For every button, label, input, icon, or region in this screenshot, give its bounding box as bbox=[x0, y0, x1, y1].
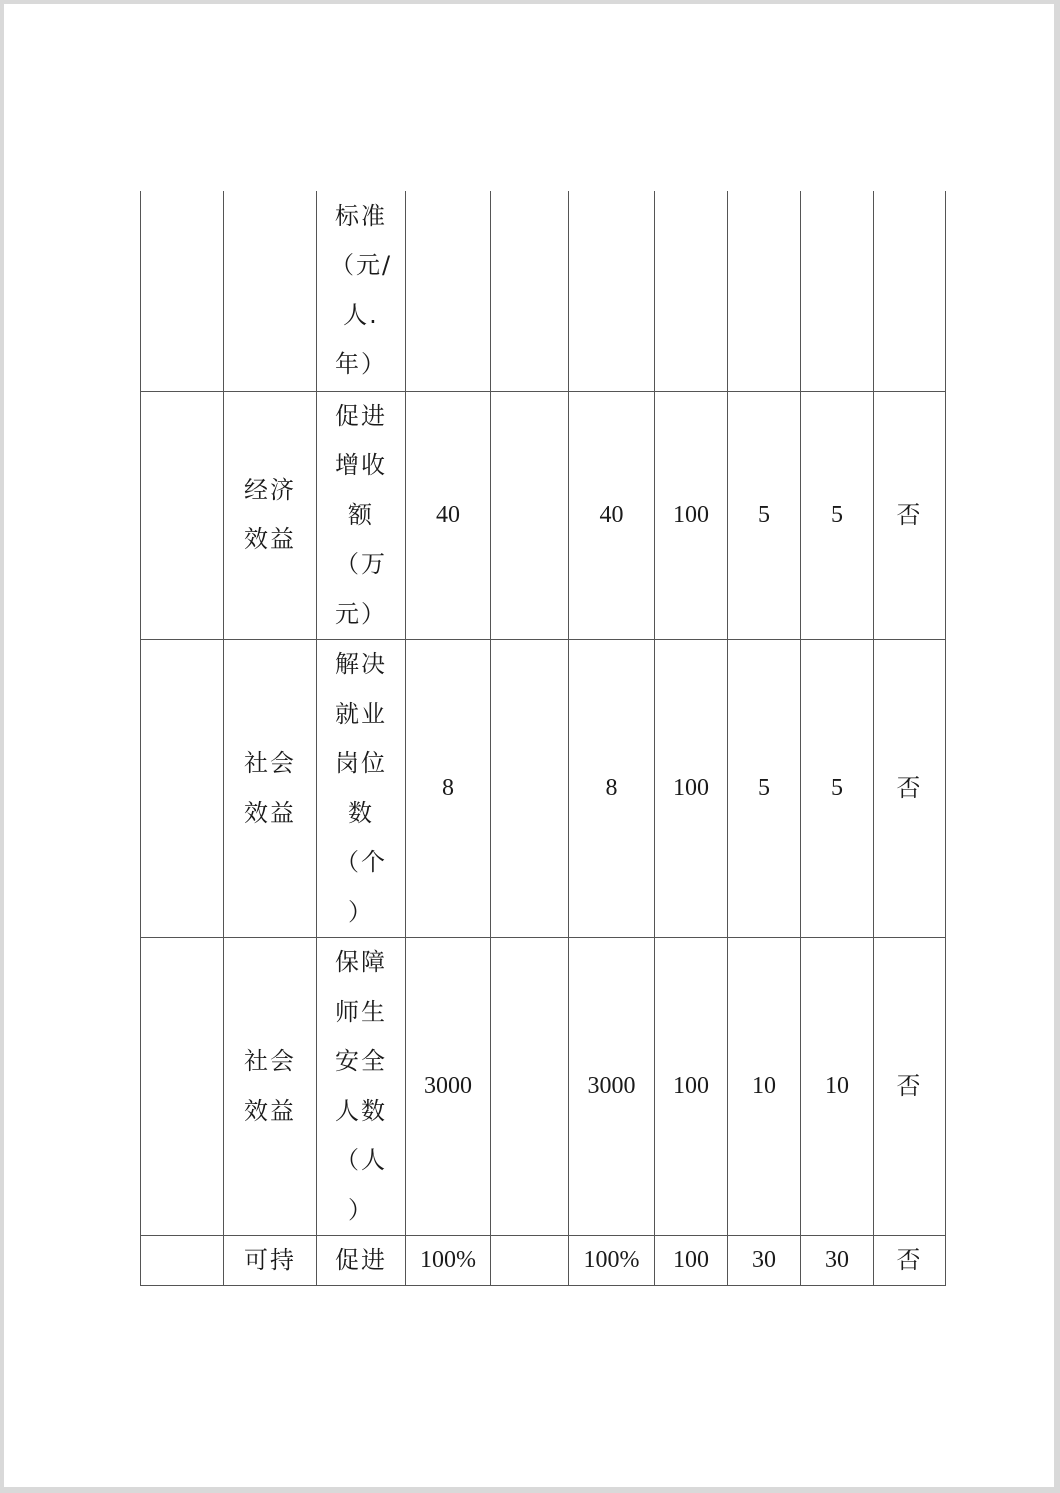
cell-level2 bbox=[224, 191, 317, 391]
cell-score: 5 bbox=[801, 391, 874, 640]
cell-text-line: 就业 bbox=[335, 699, 387, 728]
cell-text-line: 人数 bbox=[335, 1096, 387, 1125]
cell-rate: 100 bbox=[655, 391, 728, 640]
cell-blank bbox=[491, 391, 569, 640]
cell-indicator bbox=[317, 191, 406, 391]
table-row bbox=[141, 640, 946, 938]
cell-rate bbox=[655, 191, 728, 391]
cell-level2 bbox=[224, 938, 317, 1236]
cell-text-line: 增收 bbox=[335, 451, 387, 479]
cell-text-line: 社会 bbox=[244, 1047, 296, 1075]
cell-text-line: （元/ bbox=[329, 251, 393, 280]
cell-flag: 否 bbox=[874, 938, 946, 1236]
cell-score: 5 bbox=[801, 640, 874, 938]
cell-text-line: 岗位 bbox=[335, 749, 387, 777]
cell-indicator bbox=[317, 391, 406, 640]
cell-flag: 否 bbox=[874, 1236, 946, 1286]
cell-weight: 10 bbox=[728, 938, 801, 1236]
cell-level1 bbox=[141, 640, 224, 938]
cell-rate: 100 bbox=[655, 640, 728, 938]
cell-flag: 否 bbox=[874, 640, 946, 938]
cell-weight bbox=[728, 191, 801, 391]
cell-level1 bbox=[141, 938, 224, 1236]
table-row bbox=[141, 191, 946, 391]
cell-level1 bbox=[141, 191, 224, 391]
cell-actual: 8 bbox=[569, 640, 655, 938]
document-page bbox=[4, 4, 1054, 1487]
cell-indicator bbox=[317, 938, 406, 1236]
cell-text-line: 年） bbox=[335, 350, 387, 379]
cell-target bbox=[406, 191, 491, 391]
cell-indicator bbox=[317, 1236, 406, 1286]
cell-text-line: （个 bbox=[335, 848, 387, 876]
cell-text-line: 可持 bbox=[244, 1246, 296, 1274]
cell-actual bbox=[569, 191, 655, 391]
cell-weight: 5 bbox=[728, 640, 801, 938]
cell-text-line: 经济 bbox=[244, 475, 296, 504]
cell-level2 bbox=[224, 1236, 317, 1286]
cell-text-line: （万 bbox=[335, 550, 387, 578]
cell-score bbox=[801, 191, 874, 391]
cell-text-line: ） bbox=[348, 897, 374, 926]
cell-actual: 100% bbox=[569, 1236, 655, 1286]
cell-text-line: 效益 bbox=[244, 1096, 296, 1125]
cell-text-line: 促进 bbox=[335, 1246, 387, 1274]
table-row bbox=[141, 938, 946, 1236]
cell-level1 bbox=[141, 391, 224, 640]
cell-weight: 5 bbox=[728, 391, 801, 640]
cell-text-line: 数 bbox=[348, 798, 374, 827]
cell-level2 bbox=[224, 640, 317, 938]
cell-target: 40 bbox=[406, 391, 491, 640]
cell-blank bbox=[491, 938, 569, 1236]
cell-text-line: 促进 bbox=[335, 401, 387, 430]
cell-actual: 40 bbox=[569, 391, 655, 640]
cell-blank bbox=[491, 191, 569, 391]
cell-text-line: 安全 bbox=[335, 1047, 387, 1075]
performance-table bbox=[140, 191, 946, 1286]
cell-level1 bbox=[141, 1236, 224, 1286]
cell-actual: 3000 bbox=[569, 938, 655, 1236]
cell-rate: 100 bbox=[655, 938, 728, 1236]
cell-target: 8 bbox=[406, 640, 491, 938]
cell-target: 100% bbox=[406, 1236, 491, 1286]
cell-text-line: 效益 bbox=[244, 525, 296, 554]
cell-weight: 30 bbox=[728, 1236, 801, 1286]
cell-flag bbox=[874, 191, 946, 391]
cell-text-line: 标准 bbox=[335, 201, 387, 230]
cell-indicator bbox=[317, 640, 406, 938]
cell-score: 10 bbox=[801, 938, 874, 1236]
cell-text-line: （人 bbox=[335, 1146, 387, 1174]
cell-blank bbox=[491, 640, 569, 938]
cell-score: 30 bbox=[801, 1236, 874, 1286]
cell-rate: 100 bbox=[655, 1236, 728, 1286]
cell-text-line: 效益 bbox=[244, 798, 296, 827]
cell-text-line: 额 bbox=[348, 500, 374, 529]
cell-target: 3000 bbox=[406, 938, 491, 1236]
cell-text-line: ） bbox=[348, 1195, 374, 1224]
cell-blank bbox=[491, 1236, 569, 1286]
cell-text-line: 保障 bbox=[335, 948, 387, 976]
cell-text-line: 社会 bbox=[244, 749, 296, 777]
cell-text-line: 师生 bbox=[335, 997, 387, 1026]
cell-text-line: 元） bbox=[335, 599, 387, 628]
table-row bbox=[141, 391, 946, 640]
cell-text-line: 人. bbox=[343, 300, 379, 329]
cell-text-line: 解决 bbox=[335, 650, 387, 678]
cell-flag: 否 bbox=[874, 391, 946, 640]
table-row bbox=[141, 1236, 946, 1286]
cell-level2 bbox=[224, 391, 317, 640]
